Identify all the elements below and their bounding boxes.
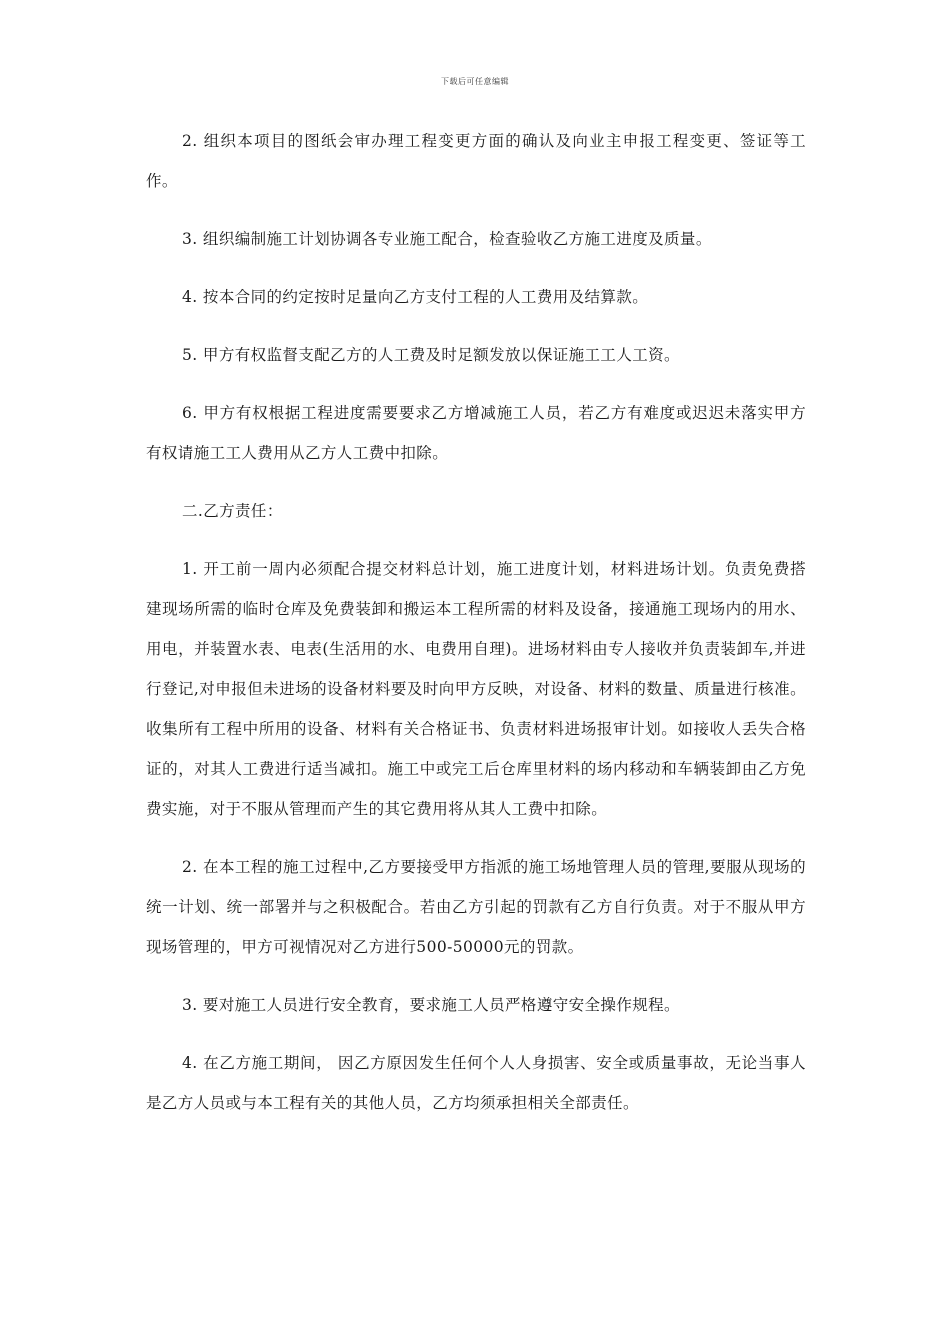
paragraph-yi-4: 4. 在乙方施工期间， 因乙方原因发生任何个人人身损害、安全或质量事故，无论当事人是乙方人员或与本工程有关的其他人员，乙方均须承担相关全部责任。 bbox=[146, 1054, 806, 1112]
paragraph-yi-2: 2. 在本工程的施工过程中,乙方要接受甲方指派的施工场地管理人员的管理,要服从现场的统一计划、统一部署并与之积极配合。若由乙方引起的罚款有乙方自行负责。对于不服从甲方现场管理的，甲方可视情况对乙方进行500-50000元的罚款。 bbox=[146, 858, 806, 956]
paragraph-yi-1: 1. 开工前一周内必须配合提交材料总计划，施工进度计划，材料进场计划。负责免费搭建现场所需的临时仓库及免费装卸和搬运本工程所需的材料及设备，接通施工现场内的用水、用电，并装置水表、电表(生活用的水、电费用自理)。进场材料由专人接收并负责装卸车,并进行登记,对申报但未进场的设备材料要及时向甲方反映，对设备、材料的数量、质量进行核准。收集所有工程中所用的设备、材料有关合格证书、负责材料进场报审计划。如接收人丢失合格证的，对其人工费进行适当减扣。施工中或完工后仓库里材料的场内移动和车辆装卸由乙方免费实施，对于不服从管理而产生的其它费用将从其人工费中扣除。 bbox=[146, 560, 806, 818]
paragraph-jia-6: 6. 甲方有权根据工程进度需要要求乙方增减施工人员，若乙方有难度或迟迟未落实甲方有权请施工工人费用从乙方人工费中扣除。 bbox=[146, 404, 806, 462]
paragraph-jia-4: 4. 按本合同的约定按时足量向乙方支付工程的人工费用及结算款。 bbox=[182, 288, 649, 306]
header-note: 下载后可任意编辑 bbox=[441, 77, 509, 86]
document-body bbox=[146, 121, 806, 1123]
paragraph-jia-2: 2. 组织本项目的图纸会审办理工程变更方面的确认及向业主申报工程变更、签证等工作。 bbox=[146, 132, 806, 190]
paragraph-jia-5: 5. 甲方有权监督支配乙方的人工费及时足额发放以保证施工工人工资。 bbox=[182, 346, 680, 364]
paragraph-yi-3: 3. 要对施工人员进行安全教育，要求施工人员严格遵守安全操作规程。 bbox=[182, 996, 680, 1014]
paragraph-jia-3: 3. 组织编制施工计划协调各专业施工配合，检查验收乙方施工进度及质量。 bbox=[182, 230, 712, 248]
section-heading-yi: 二.乙方责任： bbox=[182, 502, 283, 520]
